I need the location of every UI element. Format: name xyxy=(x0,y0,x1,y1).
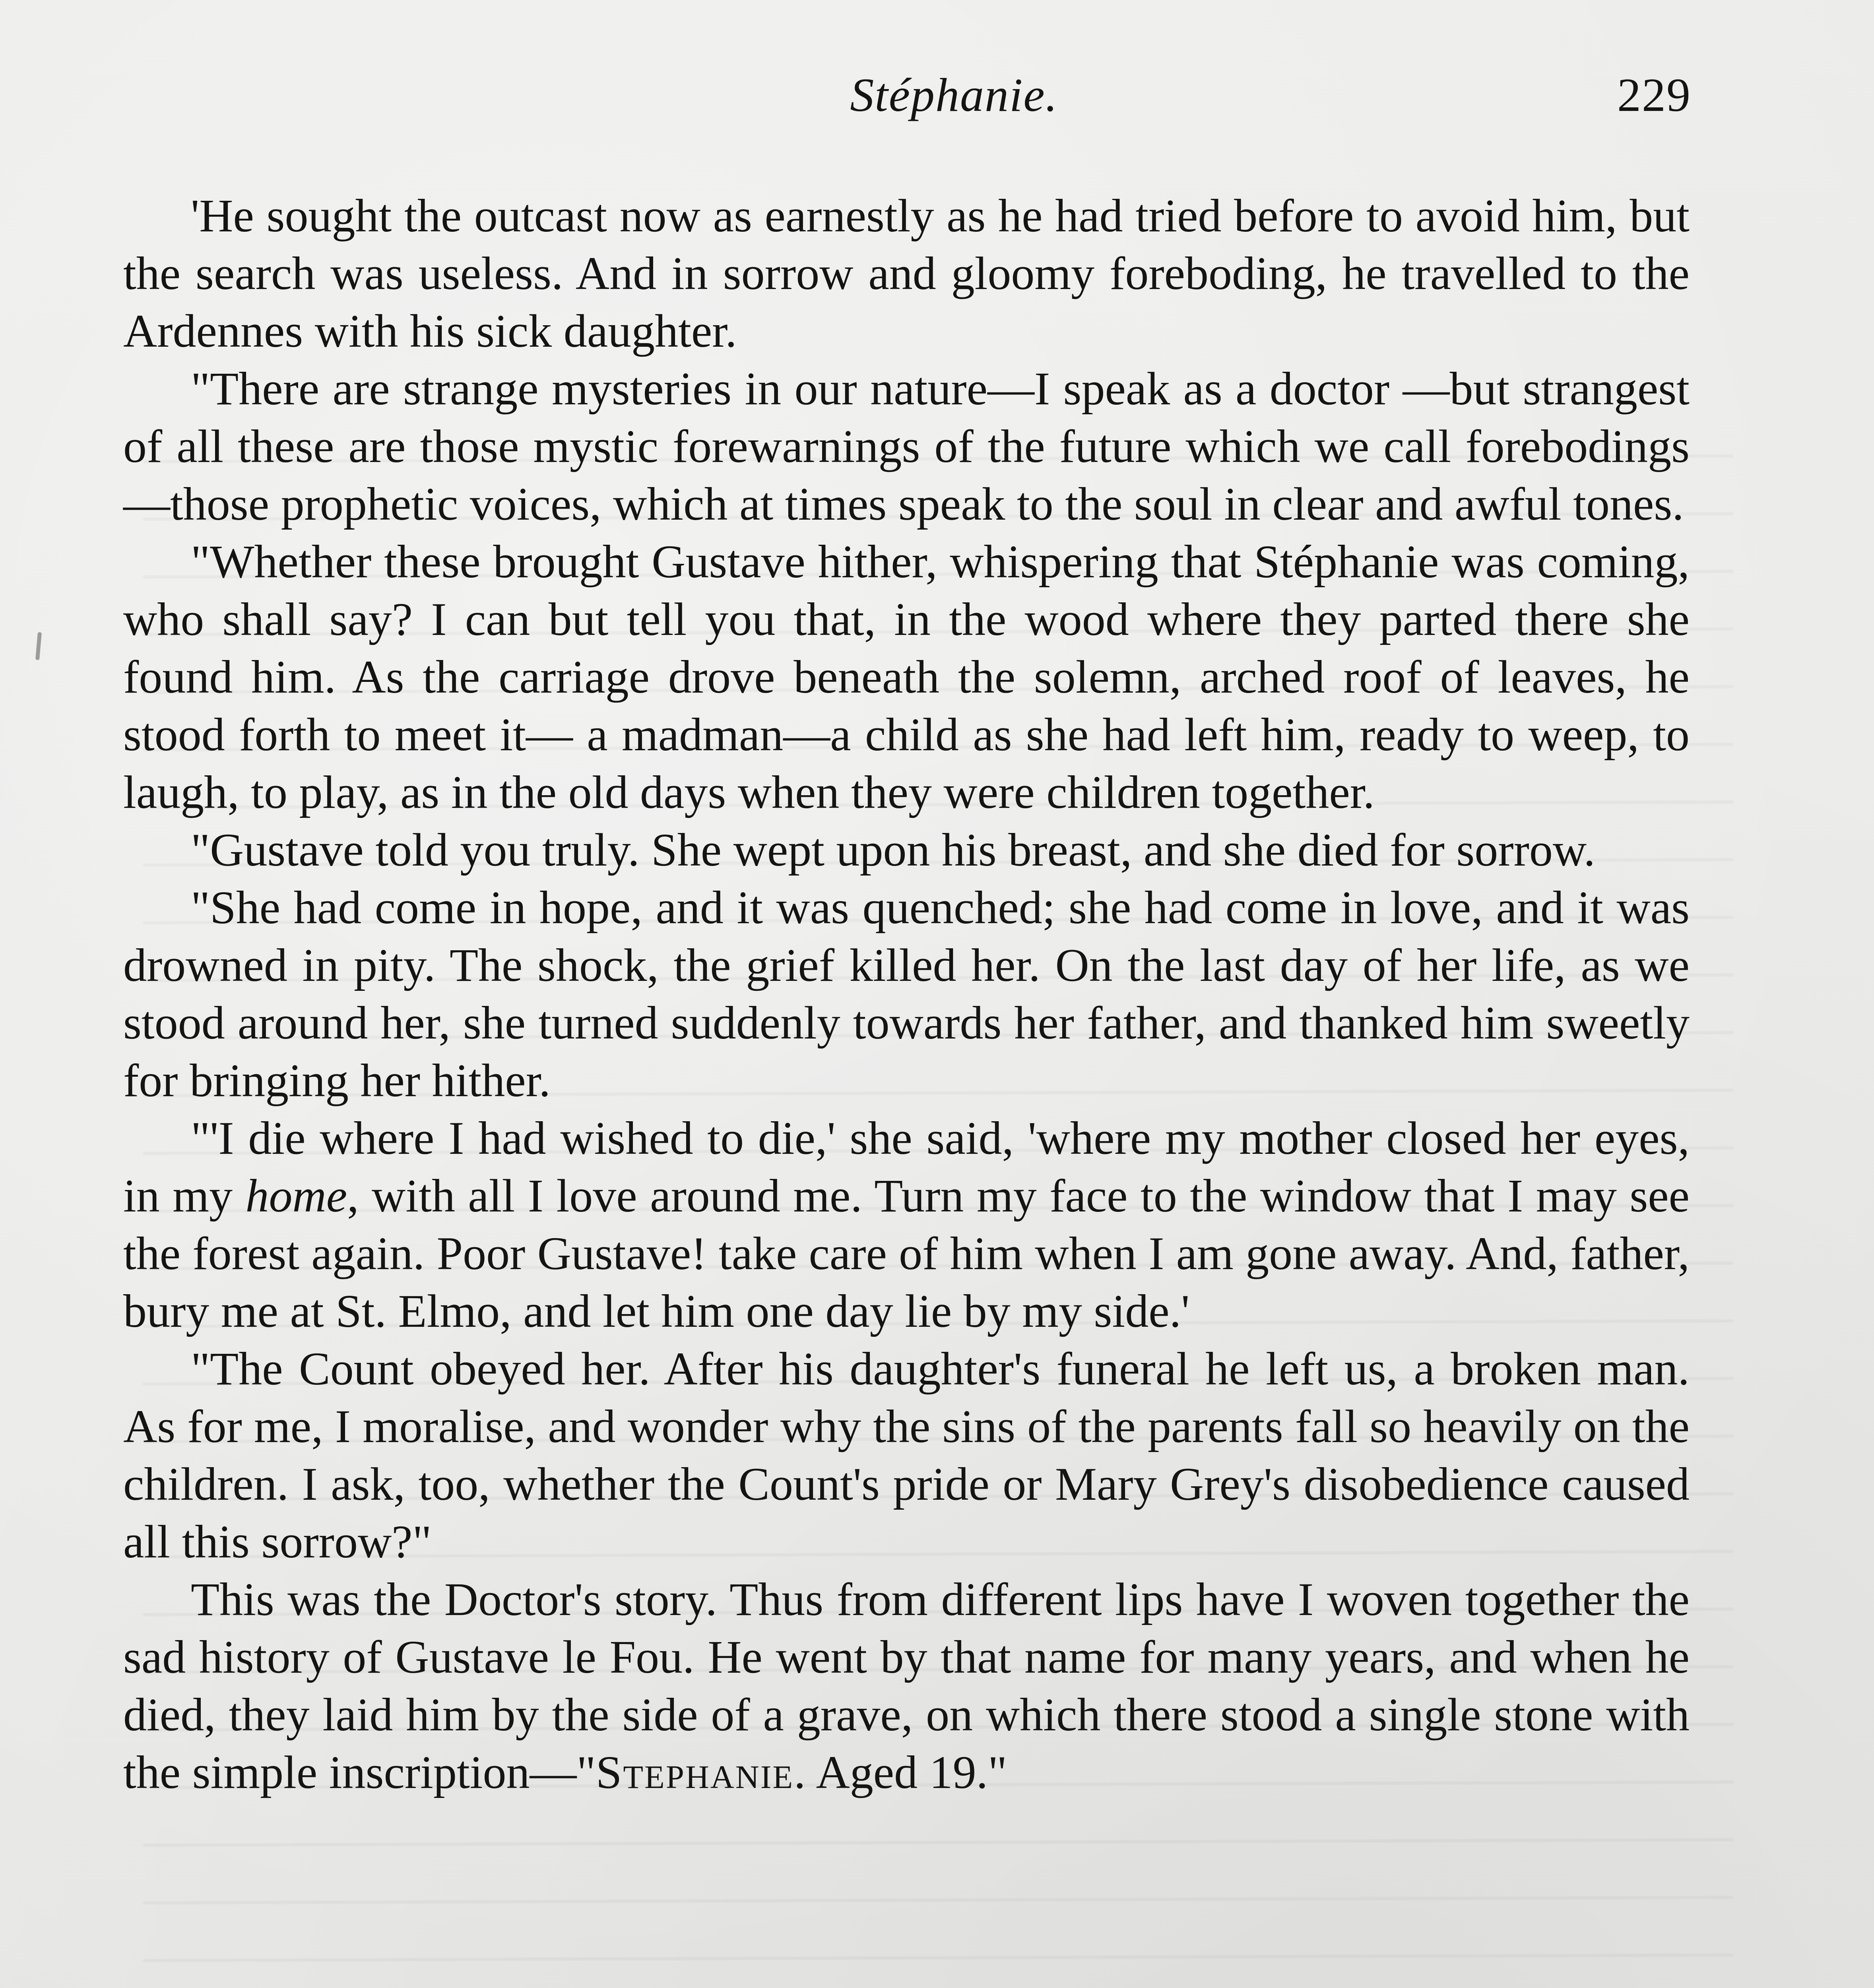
running-title: Stéphanie. xyxy=(850,68,1058,121)
paragraph: 'He sought the outcast now as earnestly as he had tried before to avoid him, but the search was useless. And in sorrow and gloomy foreboding, he travelled to the Ardennes with his sick daughter. xyxy=(123,190,1690,357)
paragraph xyxy=(123,1109,1690,1340)
paragraph xyxy=(123,1571,1690,1801)
paragraph: "Whether these brought Gustave hither, whispering that Stéphanie was coming, who shall say? I can but tell you that, in the wood where they parted there she found him. As the carriage drove beneath the solemn, arched roof of leaves, he stood forth to meet it— a madman—a child as she had left him, ready to weep, to laugh, to play, as in the old days when they were children together. xyxy=(123,536,1690,818)
running-head xyxy=(0,68,1874,135)
paragraph-text-before-smallcaps: This was the Doctor's story. Thus from different lips have I woven together the sad history of Gustave le Fou. He went by that name for many years, and when he died, they laid him by the side of a grave, on which there stood a single stone with the simple inscription—" xyxy=(123,1573,1690,1798)
paragraph-text-after-smallcaps: Aged 19." xyxy=(807,1746,1007,1798)
page-number: 229 xyxy=(1617,68,1691,121)
body-text xyxy=(123,187,1690,1801)
paragraph: "There are strange mysteries in our nature—I speak as a doctor —but strangest of all these are those mystic forewarnings of the future which we call forebodings—those prophetic voices, which at times speak to the soul in clear and awful tones. xyxy=(123,363,1690,530)
paragraph: "She had come in hope, and it was quenched; she had come in love, and it was drowned in pity. The shock, the grief killed her. On the last day of her life, as we stood around her, she turned suddenly towards her father, and thanked him sweetly for bringing her hither. xyxy=(123,881,1690,1107)
emphasized-word: home xyxy=(245,1170,347,1222)
paragraph: "The Count obeyed her. After his daughter's funeral he left us, a broken man. As for me, I moralise, and wonder why the sins of the parents fall so heavily on the children. I ask, too, whether the Count's pride or Mary Grey's disobedience caused all this sorrow?" xyxy=(123,1343,1690,1568)
inscription-smallcaps: Stephanie. xyxy=(596,1746,807,1798)
paragraph: "Gustave told you truly. She wept upon his breast, and she died for sorrow. xyxy=(191,824,1595,876)
paragraph-text-before-emphasis: "'I die where I had wished to die,' she said, 'where my mother closed her eyes, in my xyxy=(123,1112,1690,1222)
paragraph-text-after-emphasis: , with all I love around me. Turn my face to the window that I may see the forest again. Poor Gustave! take care of him when I am gone away. And, father, bury me at St. Elmo, and let him one day lie by my side.' xyxy=(123,1170,1690,1337)
stray-ink-mark xyxy=(35,632,42,660)
